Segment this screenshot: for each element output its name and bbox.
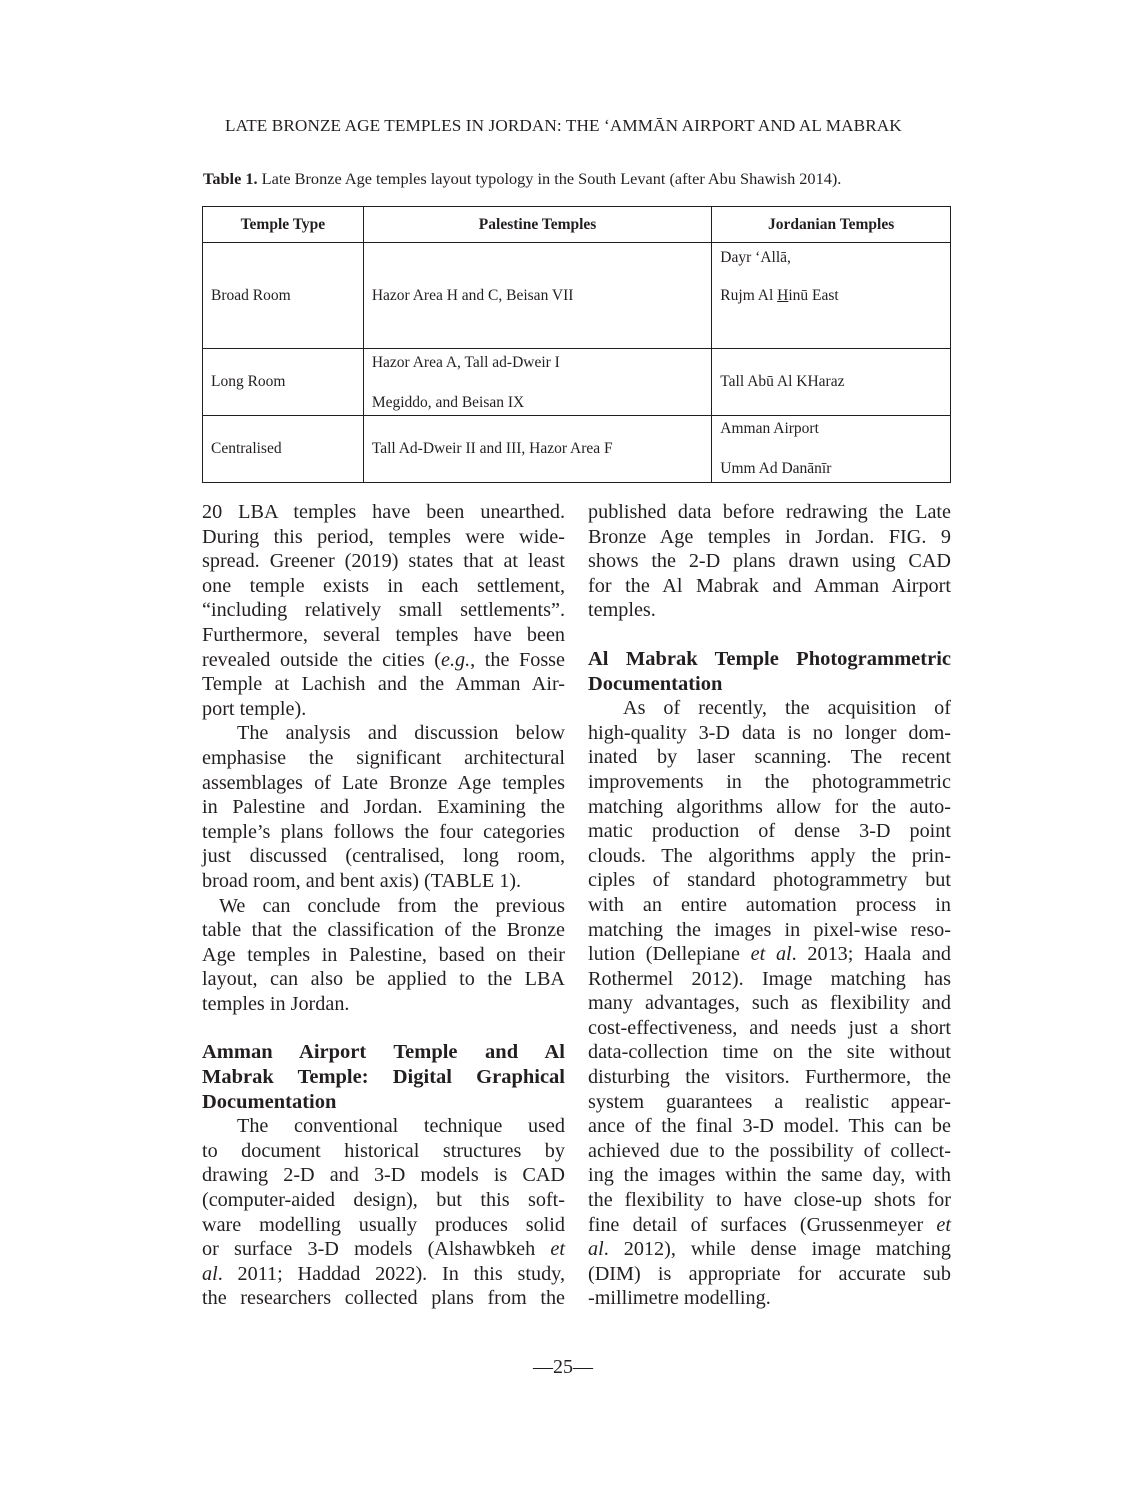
text-line	[588, 1213, 951, 1238]
cell-jordan	[712, 243, 951, 349]
text: . 2011; Haddad 2022). In this study,	[217, 1262, 565, 1285]
text-line: Furthermore, several temples have been	[202, 623, 565, 646]
text-line: layout, can also be applied to the LBA	[202, 968, 565, 991]
text-line: Age temples in Palestine, based on their	[202, 943, 565, 966]
text-line: Temple at Lachish and the Amman Air-	[202, 673, 565, 696]
paragraph	[202, 721, 565, 893]
text-line: broad room, and bent axis) (TABLE 1).	[202, 869, 522, 892]
cell-text: inū East	[788, 287, 839, 304]
text-line: table that the classification of the Bronze	[202, 919, 565, 942]
table-caption-label: Table 1.	[203, 169, 258, 188]
header-temple-type: Temple Type	[203, 207, 364, 243]
text-line: Bronze Age temples in Jordan. FIG. 9	[588, 525, 951, 548]
cell-text-underlined: H	[777, 287, 789, 304]
table-row	[203, 243, 951, 349]
section-heading	[202, 1040, 565, 1114]
table-row	[203, 416, 951, 483]
text-line: drawing 2-D and 3-D models is CAD	[202, 1164, 565, 1187]
text-line: in Palestine and Jordan. Examining the	[202, 796, 565, 819]
table-header-row	[203, 207, 951, 243]
text-line: many advantages, such as flexibility and	[588, 992, 951, 1015]
page-number: —25—	[533, 1356, 593, 1378]
text-line: The conventional technique used	[237, 1115, 565, 1138]
text: fine detail of surfaces (Grussenmeyer	[588, 1213, 937, 1236]
table-row	[203, 349, 951, 416]
text-line	[202, 1262, 565, 1287]
text-line: to document historical structures by	[202, 1139, 565, 1162]
text-line: 20 LBA temples have been unearthed.	[202, 501, 565, 523]
running-head: LATE BRONZE AGE TEMPLES IN JORDAN: THE ‘AMMĀN AIRPORT AND AL MABRAK	[225, 116, 902, 135]
text-line: the researchers collected plans from the	[202, 1287, 565, 1310]
italic-text: et	[936, 1213, 951, 1236]
text-line: the flexibility to have close-up shots for	[588, 1189, 951, 1212]
cell-line: Megiddo, and Beisan IX	[371, 394, 525, 411]
text-line: spread. Greener (2019) states that at least	[202, 550, 565, 573]
cell-temple-type: Long Room	[203, 349, 364, 416]
text-line: matching algorithms allow for the auto-	[588, 795, 951, 818]
text-line: During this period, temples were wide-	[202, 525, 565, 548]
text-line: high-quality 3-D data is no longer dom-	[588, 721, 951, 744]
text-line: (computer-aided design), but this soft-	[202, 1189, 565, 1212]
italic-text: et	[550, 1238, 565, 1261]
cell-text: Rujm Al	[720, 287, 778, 304]
header-palestine-temples: Palestine Temples	[363, 207, 711, 243]
paragraph	[588, 500, 951, 623]
text-line	[202, 1237, 565, 1262]
italic-text: e.g.	[440, 648, 471, 671]
cell-line: Amman Airport	[720, 420, 819, 437]
table-caption	[203, 169, 953, 189]
text-line: The analysis and discussion below	[237, 722, 565, 745]
text-line: “including relatively small settlements”.	[202, 599, 565, 622]
text-line: for the Al Mabrak and Amman Airport	[588, 574, 951, 597]
text-line	[202, 648, 565, 673]
text: . 2012), while dense image matching	[603, 1238, 951, 1261]
table-caption-text: Late Bronze Age temples layout typology in the South Levant (after Abu Shawish 2014).	[257, 169, 842, 188]
section-heading	[588, 647, 951, 696]
cell-jordan	[712, 416, 951, 483]
paragraph	[202, 894, 565, 1017]
cell-line: Umm Ad Danānīr	[720, 460, 832, 477]
text: lution (Dellepiane	[588, 943, 751, 966]
cell-temple-type: Centralised	[203, 416, 364, 483]
text-line: emphasise the significant architectural	[202, 746, 565, 769]
text-line: achieved due to the possibility of collect-	[588, 1139, 951, 1162]
right-column	[588, 500, 951, 1311]
paragraph	[588, 696, 951, 1311]
text: or surface 3-D models (Alshawbkeh	[202, 1238, 551, 1261]
text-line: cost-effectiveness, and needs just a short	[588, 1016, 951, 1039]
text: . 2013; Haala and	[791, 943, 952, 966]
cell-line	[720, 287, 838, 305]
italic-text: et al	[750, 943, 792, 966]
text-line: one temple exists in each settlement,	[202, 574, 565, 597]
text-line: disturbing the visitors. Furthermore, the	[588, 1066, 951, 1089]
text-line	[588, 1237, 951, 1262]
cell-line: Hazor Area A, Tall ad-Dweir I	[371, 354, 560, 371]
text-line: (DIM) is appropriate for accurate sub	[588, 1262, 951, 1285]
text-line: clouds. The algorithms apply the prin-	[588, 844, 951, 867]
text-line: with an entire automation process in	[588, 893, 951, 916]
text-line: As of recently, the acquisition of	[623, 697, 951, 720]
heading-line: Al Mabrak Temple Photogrammetric	[588, 647, 951, 670]
text-line: temple’s plans follows the four categories	[202, 820, 565, 843]
text-line: matching the images in pixel-wise reso-	[588, 918, 951, 941]
text-line: We can conclude from the previous	[219, 894, 565, 917]
text-line: system guarantees a realistic appear-	[588, 1090, 951, 1113]
typology-table	[202, 206, 951, 483]
text-line: port temple).	[202, 697, 307, 720]
text-line: -millimetre modelling.	[588, 1287, 771, 1310]
cell-palestine: Tall Ad-Dweir II and III, Hazor Area F	[363, 416, 711, 483]
cell-jordan: Tall Abū Al KHaraz	[712, 349, 951, 416]
paragraph	[202, 500, 565, 721]
left-column	[202, 500, 565, 1311]
text-line: ciples of standard photogrammetry but	[588, 869, 951, 892]
heading-line: Amman Airport Temple and Al	[202, 1041, 565, 1064]
text-line: inated by laser scanning. The recent	[588, 746, 951, 769]
text-line: matic production of dense 3-D point	[588, 820, 951, 843]
text-line: Rothermel 2012). Image matching has	[588, 967, 951, 990]
italic-text: al	[202, 1262, 218, 1285]
text-line: shows the 2-D plans drawn using CAD	[588, 550, 951, 573]
cell-line: Dayr ‘Allā,	[720, 249, 791, 266]
heading-line: Mabrak Temple: Digital Graphical	[202, 1066, 565, 1089]
text-line: temples in Jordan.	[202, 992, 350, 1015]
text: , the Fosse	[470, 648, 565, 671]
italic-text: al	[588, 1238, 604, 1261]
text-line: just discussed (centralised, long room,	[202, 845, 565, 868]
text-line: assemblages of Late Bronze Age temples	[202, 771, 565, 794]
paragraph	[202, 1114, 565, 1311]
heading-line: Documentation	[588, 672, 723, 695]
header-jordanian-temples: Jordanian Temples	[712, 207, 951, 243]
cell-palestine: Hazor Area H and C, Beisan VII	[363, 243, 711, 349]
cell-palestine	[363, 349, 711, 416]
heading-line: Documentation	[202, 1090, 337, 1113]
text-line: improvements in the photogrammetric	[588, 770, 951, 793]
text-line: published data before redrawing the Late	[588, 501, 951, 523]
text-line: ing the images within the same day, with	[588, 1164, 951, 1187]
text-line: data-collection time on the site without	[588, 1041, 951, 1064]
text-line	[588, 942, 951, 967]
cell-temple-type: Broad Room	[203, 243, 364, 349]
text-line: ware modelling usually produces solid	[202, 1213, 565, 1236]
text: revealed outside the cities (	[202, 648, 441, 671]
text-line: ance of the final 3-D model. This can be	[588, 1115, 951, 1138]
text-line: temples.	[588, 599, 656, 622]
